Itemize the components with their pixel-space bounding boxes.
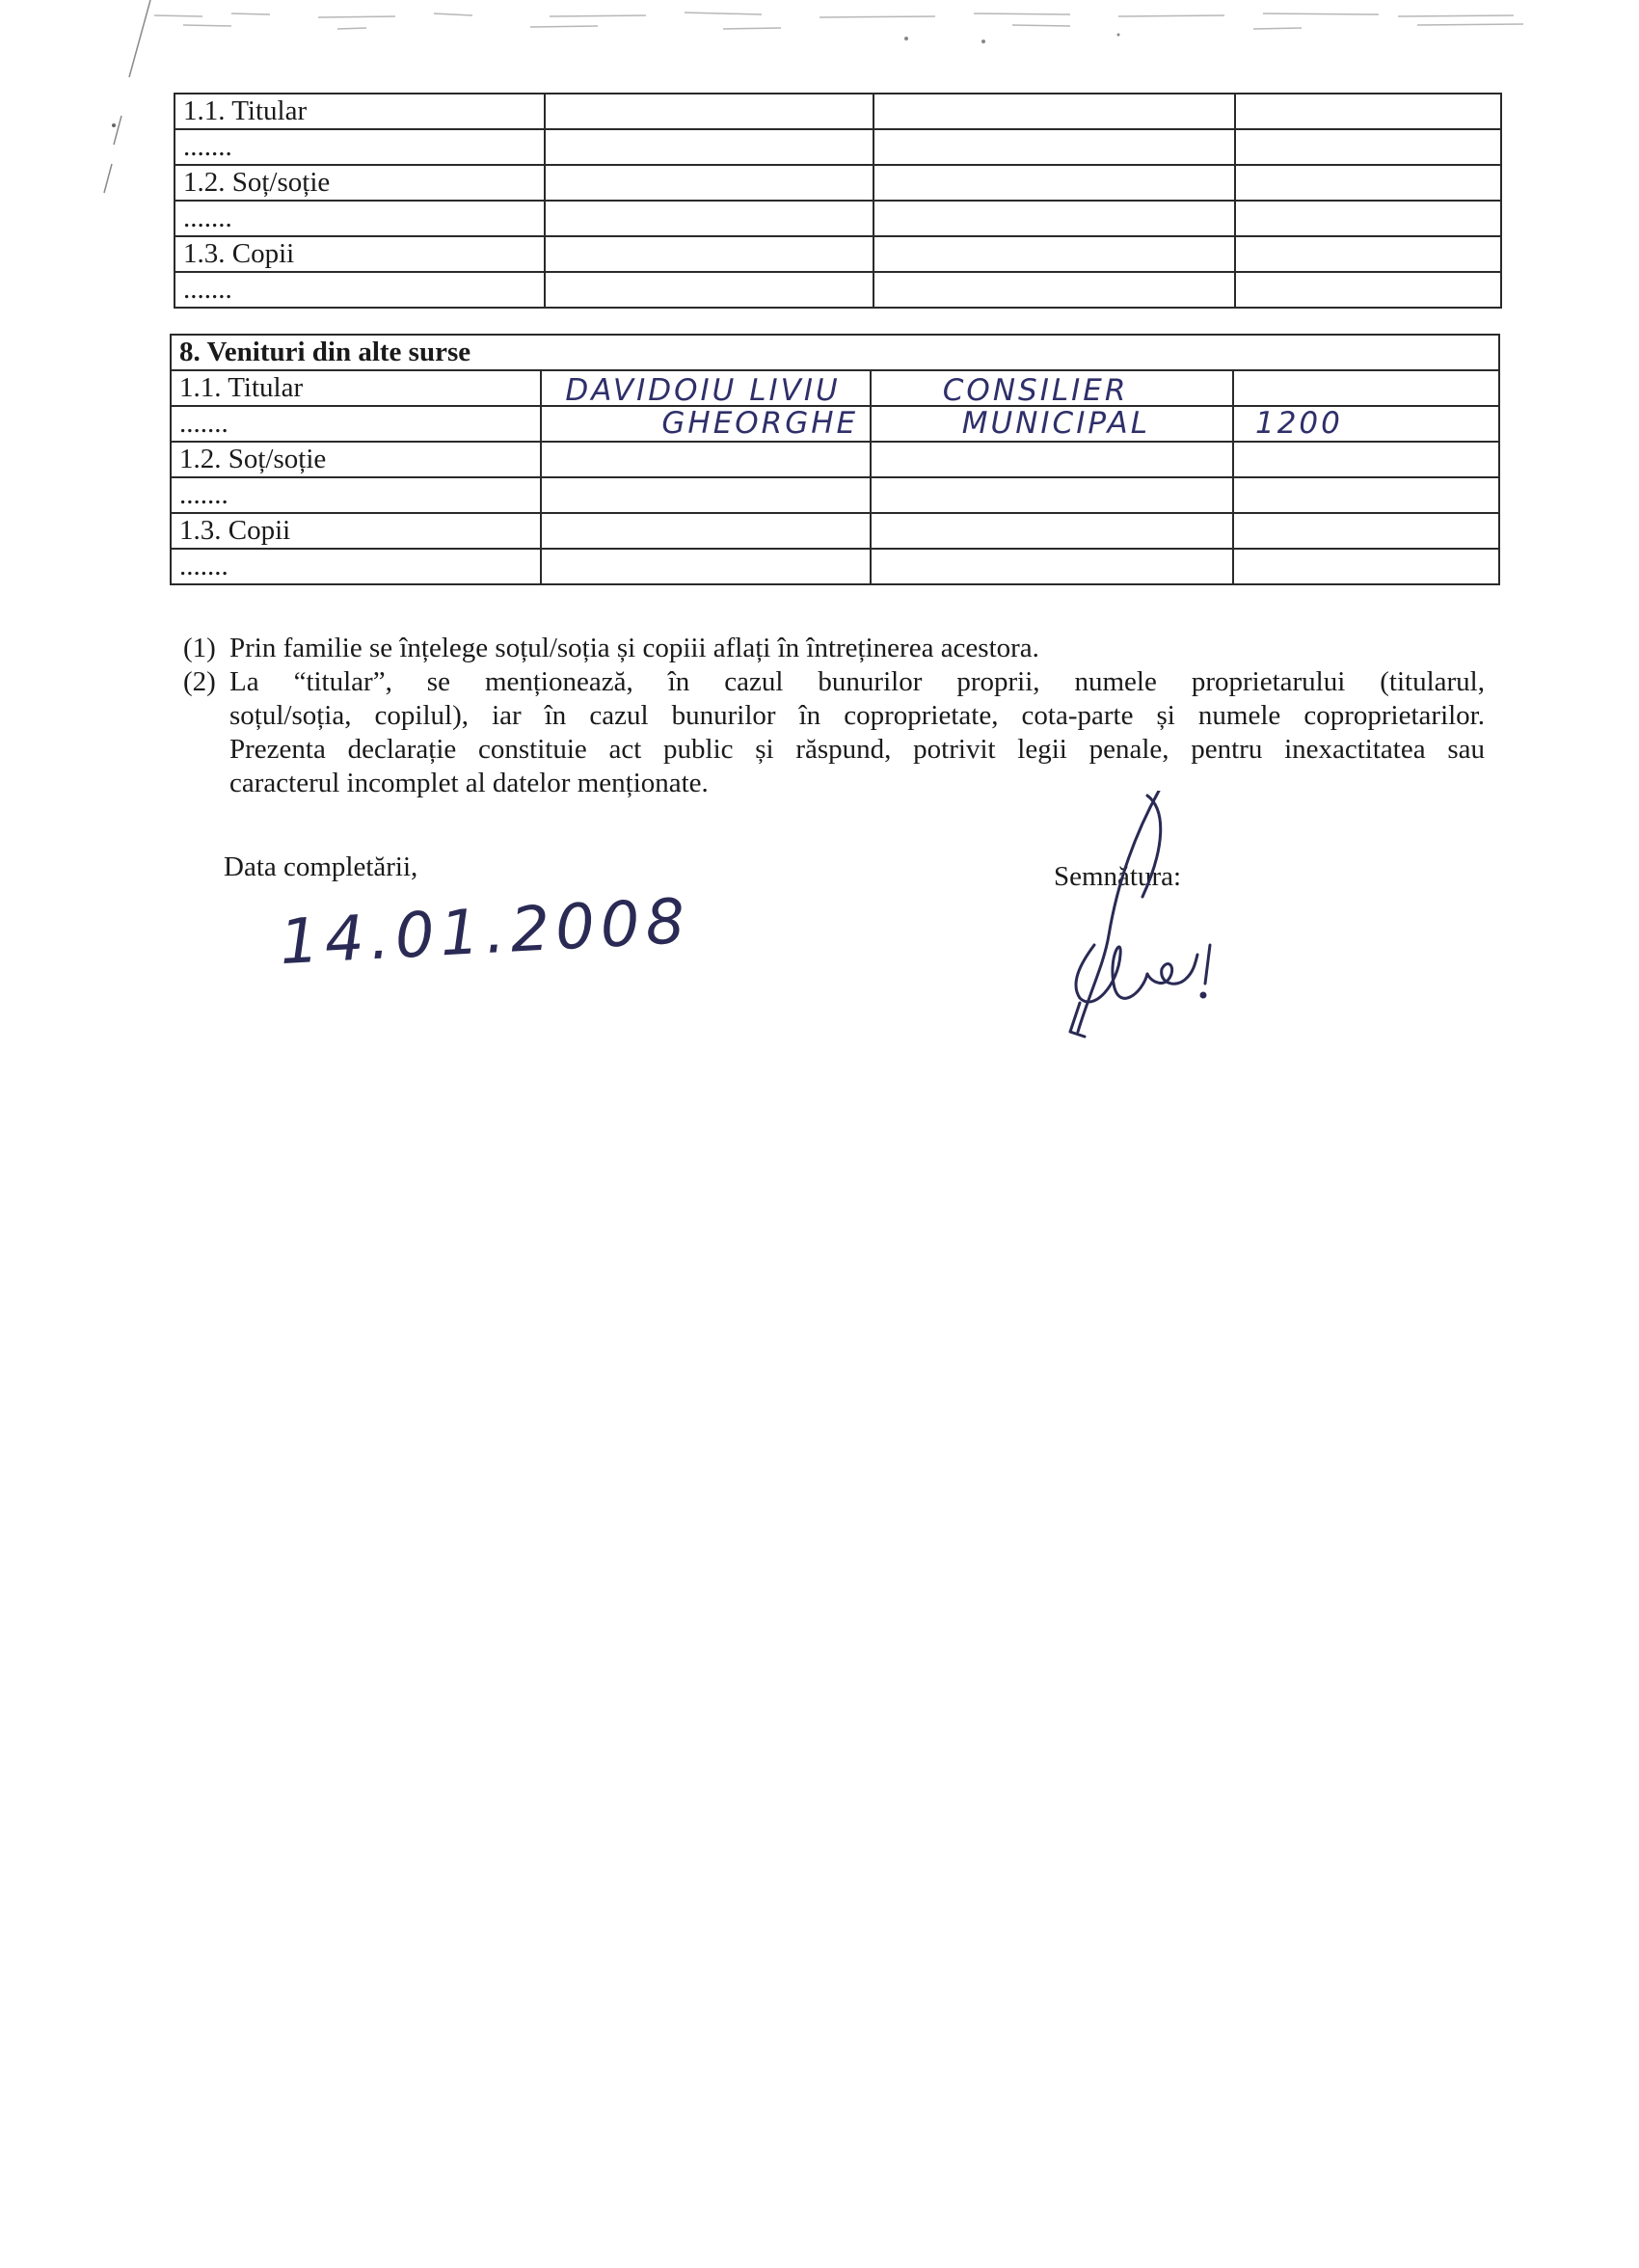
table-cell [1235, 94, 1501, 129]
table-cell [1233, 406, 1499, 442]
footnote-number: (2) [183, 666, 216, 697]
table-cell [1233, 549, 1499, 584]
handwritten-source-line1: CONSILIER [942, 373, 1129, 406]
footnote-2 [183, 665, 1485, 699]
table-cell [1235, 129, 1501, 165]
row-label: 1.2. Soț/soție [171, 442, 541, 477]
row-label: ....... [175, 129, 545, 165]
table-cell [1235, 272, 1501, 308]
declaration-line1: Prezenta declarație constituie act public și răspund, potrivit legii penale, pentru inexactitatea sau [229, 734, 1485, 765]
row-label: ....... [171, 406, 541, 442]
table-row [171, 549, 1499, 584]
footnote-2-continued [183, 699, 1485, 733]
table-row [175, 201, 1501, 236]
row-label: 1.3. Copii [175, 236, 545, 272]
table-cell [541, 549, 870, 584]
table-cell [545, 201, 873, 236]
footnote-1 [183, 632, 1485, 665]
signature-mark [1051, 791, 1234, 1041]
table-cell [871, 477, 1233, 513]
footnotes [183, 632, 1485, 800]
row-label: ....... [175, 272, 545, 308]
table-row [175, 272, 1501, 308]
table-cell [873, 165, 1236, 201]
table-cell [1235, 236, 1501, 272]
table-row [175, 236, 1501, 272]
table-row [175, 94, 1501, 129]
section-header-row [171, 335, 1499, 370]
declaration-line2: caracterul incomplet al datelor menționate. [229, 768, 709, 798]
table-cell [545, 94, 873, 129]
table-row [175, 129, 1501, 165]
table-cell [1233, 477, 1499, 513]
table-cell [871, 406, 1233, 442]
table-cell [873, 201, 1236, 236]
footnote-text-line2: soțul/soția, copilul), iar în cazul bunurilor în coproprietate, cota-parte și numele coproprietarilor. [229, 700, 1485, 731]
declaration [183, 733, 1485, 767]
table-cell [873, 272, 1236, 308]
table-cell [545, 129, 873, 165]
table-cell [873, 129, 1236, 165]
footnote-text-line1: La “titular”, se menționează, în cazul bunurilor proprii, numele proprietarului (titularul, [229, 666, 1485, 697]
table-cell [541, 406, 870, 442]
handwritten-amount: 1200 [1254, 406, 1343, 441]
row-label: 1.2. Soț/soție [175, 165, 545, 201]
signature-label: Semnătura: [1054, 861, 1182, 892]
table-row [171, 442, 1499, 477]
table-cell [541, 370, 870, 406]
row-label: ....... [171, 477, 541, 513]
date-label: Data completării, [224, 851, 418, 882]
table-cell [545, 236, 873, 272]
table-cell [1235, 165, 1501, 201]
table-cell [541, 477, 870, 513]
footnote-text: Prin familie se înțelege soțul/soția și copiii aflați în întreținerea acestora. [229, 633, 1039, 663]
income-table-continued [174, 93, 1502, 309]
table-cell [873, 236, 1236, 272]
footnote-number: (1) [183, 633, 216, 663]
table-cell [871, 442, 1233, 477]
row-label: 1.1. Titular [175, 94, 545, 129]
section-title: 8. Venituri din alte surse [171, 335, 1499, 370]
table-cell [871, 549, 1233, 584]
table-cell [1233, 513, 1499, 549]
handwritten-name-line2: GHEORGHE [661, 406, 859, 441]
table-cell [871, 370, 1233, 406]
table-row [175, 165, 1501, 201]
other-income-table [170, 334, 1500, 585]
scan-noise-left [93, 0, 170, 289]
table-cell [871, 513, 1233, 549]
handwritten-date: 14.01.2008 [278, 885, 693, 980]
table-row [171, 370, 1499, 406]
row-label: 1.3. Copii [171, 513, 541, 549]
handwritten-name-line1: DAVIDOIU LIVIU [565, 373, 841, 406]
table-cell [541, 442, 870, 477]
table-row [171, 406, 1499, 442]
table-cell [1233, 370, 1499, 406]
table-cell [1233, 442, 1499, 477]
row-label: ....... [171, 549, 541, 584]
declaration-continued [183, 767, 1485, 800]
table-cell [1235, 201, 1501, 236]
table-cell [541, 513, 870, 549]
scan-noise-top [145, 8, 1533, 46]
table-cell [873, 94, 1236, 129]
table-cell [545, 272, 873, 308]
table-cell [545, 165, 873, 201]
table-row [171, 513, 1499, 549]
row-label: ....... [175, 201, 545, 236]
table-row [171, 477, 1499, 513]
row-label: 1.1. Titular [171, 370, 541, 406]
handwritten-source-line2: MUNICIPAL [961, 406, 1150, 441]
